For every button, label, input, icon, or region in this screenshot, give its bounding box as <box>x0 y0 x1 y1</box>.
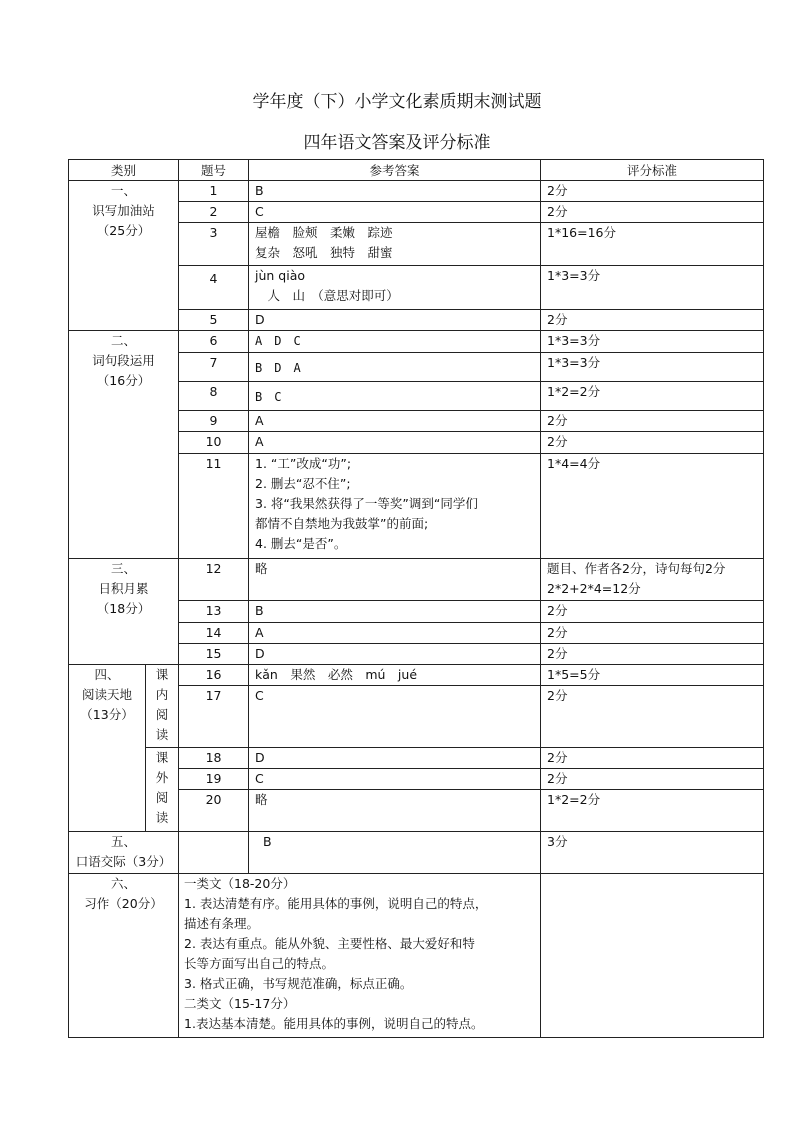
table-row <box>69 665 764 686</box>
answer-cell <box>249 382 541 411</box>
score-cell <box>541 331 764 353</box>
section-label-line: （18分） <box>96 601 151 616</box>
section-4-label <box>69 665 146 832</box>
answer-line: 人 山 （意思对即可） <box>255 288 399 303</box>
essay-criteria-cell <box>179 874 541 1038</box>
question-number: 6 <box>179 331 249 353</box>
subsection-char: 内 <box>155 687 169 702</box>
question-number: 5 <box>179 310 249 331</box>
score-cell <box>541 202 764 223</box>
section-label-line: 四、 <box>94 667 120 682</box>
section-1-label <box>69 181 179 331</box>
subsection-char: 阅 <box>155 790 169 805</box>
essay-line: 描述有条理。 <box>184 916 260 931</box>
question-number: 7 <box>179 353 249 382</box>
section-label-line: 习作（20分） <box>84 896 163 911</box>
question-number: 20 <box>179 790 249 832</box>
question-number: 3 <box>179 223 249 266</box>
subsection-char: 课 <box>155 750 169 765</box>
table-header-row <box>69 160 764 181</box>
score-line: 2分 <box>547 413 568 428</box>
score-line: 2分 <box>547 603 568 618</box>
answer-line: 4. 删去“是否”。 <box>255 536 347 551</box>
question-number: 4 <box>179 266 249 310</box>
col-header-number: 题号 <box>179 160 249 181</box>
table-row <box>69 748 764 769</box>
essay-line: 1.表达基本清楚。能用具体的事例，说明自己的特点。 <box>184 1016 484 1031</box>
answer-cell <box>249 559 541 601</box>
answer-cell <box>249 454 541 559</box>
answer-line: B D A <box>255 361 301 375</box>
answer-cell <box>249 411 541 432</box>
answer-cell <box>249 644 541 665</box>
answer-line: C <box>255 688 264 703</box>
score-line: 1*3=3分 <box>547 268 601 283</box>
essay-line: 一类文（18-20分） <box>184 876 296 891</box>
score-cell <box>541 454 764 559</box>
answer-line: 1. “工”改成“功”; <box>255 456 352 471</box>
score-line: 2分 <box>547 646 568 661</box>
table-row <box>69 181 764 202</box>
section-label-line: （13分） <box>80 707 134 722</box>
subsection-char: 外 <box>155 770 169 785</box>
score-cell <box>541 832 764 874</box>
subsection-in-class-reading <box>146 665 179 748</box>
score-cell <box>541 601 764 623</box>
score-line: 1*16=16分 <box>547 225 617 240</box>
answer-line: 3. 将“我果然获得了一等奖”调到“同学们 <box>255 496 478 511</box>
score-line: 2分 <box>547 688 568 703</box>
section-label-line: 口语交际（3分） <box>75 854 172 869</box>
essay-line: 1. 表达清楚有序。能用具体的事例，说明自己的特点， <box>184 896 488 911</box>
answer-cell <box>249 202 541 223</box>
score-cell <box>541 382 764 411</box>
answer-line: D <box>255 312 265 327</box>
question-number: 10 <box>179 432 249 454</box>
answer-cell <box>249 790 541 832</box>
question-number: 12 <box>179 559 249 601</box>
score-cell <box>541 266 764 310</box>
score-line: 3分 <box>547 834 568 849</box>
score-line: 1*4=4分 <box>547 456 601 471</box>
section-label-line: （16分） <box>96 373 151 388</box>
score-cell <box>541 644 764 665</box>
section-label-line: （25分） <box>96 223 151 238</box>
answer-line: jùn qiào <box>255 268 306 283</box>
question-number: 17 <box>179 686 249 748</box>
answer-cell <box>249 832 541 874</box>
score-line: 1*2=2分 <box>547 384 601 399</box>
score-cell <box>541 353 764 382</box>
col-header-score: 评分标准 <box>541 160 764 181</box>
subsection-extra-reading <box>146 748 179 832</box>
question-number: 8 <box>179 382 249 411</box>
score-cell <box>541 411 764 432</box>
answer-cell <box>249 623 541 644</box>
score-cell <box>541 769 764 790</box>
answer-line: B <box>255 603 264 618</box>
question-number: 14 <box>179 623 249 644</box>
section-label-line: 日积月累 <box>98 581 149 596</box>
score-cell-empty <box>541 874 764 1038</box>
section-5-label <box>69 832 179 874</box>
score-line: 2分 <box>547 771 568 786</box>
score-line: 1*3=3分 <box>547 333 601 348</box>
answer-cell <box>249 769 541 790</box>
section-label-line: 词句段运用 <box>92 353 155 368</box>
score-cell <box>541 665 764 686</box>
answer-line: 略 <box>255 561 268 576</box>
answer-line: D <box>255 646 265 661</box>
section-3-label <box>69 559 179 665</box>
score-cell <box>541 223 764 266</box>
question-number <box>179 832 249 874</box>
answer-cell <box>249 266 541 310</box>
score-line: 2分 <box>547 434 568 449</box>
answer-line: A D C <box>255 334 301 348</box>
table-row <box>69 559 764 601</box>
score-cell <box>541 790 764 832</box>
score-line: 1*5=5分 <box>547 667 601 682</box>
answer-cell <box>249 748 541 769</box>
score-line: 2分 <box>547 625 568 640</box>
score-cell <box>541 623 764 644</box>
score-cell <box>541 181 764 202</box>
question-number: 18 <box>179 748 249 769</box>
question-number: 2 <box>179 202 249 223</box>
table-row <box>69 832 764 874</box>
answer-line: kǎn 果然 必然 mú jué <box>255 667 418 682</box>
answer-line: C <box>255 771 264 786</box>
section-label-line: 一、 <box>111 183 137 198</box>
question-number: 15 <box>179 644 249 665</box>
answer-cell <box>249 601 541 623</box>
document-subtitle: 四年语文答案及评分标准 <box>303 133 491 153</box>
answer-line: D <box>255 750 265 765</box>
section-label-line: 二、 <box>111 333 137 348</box>
essay-line: 3. 格式正确，书写规范准确，标点正确。 <box>184 976 413 991</box>
answer-line: 2. 删去“忍不住”; <box>255 476 351 491</box>
question-number: 11 <box>179 454 249 559</box>
score-line: 2分 <box>547 183 568 198</box>
score-cell <box>541 310 764 331</box>
answer-line: B C <box>255 390 282 404</box>
essay-line: 2. 表达有重点。能从外貌、主要性格、最大爱好和特 <box>184 936 475 951</box>
answer-line: 复杂 怒吼 独特 甜蜜 <box>255 245 393 260</box>
answer-cell <box>249 432 541 454</box>
score-cell <box>541 559 764 601</box>
subsection-char: 阅 <box>155 707 169 722</box>
section-label-line: 阅读天地 <box>81 687 132 702</box>
score-cell <box>541 432 764 454</box>
answer-cell <box>249 310 541 331</box>
question-number: 1 <box>179 181 249 202</box>
answer-line: 屋檐 脸颊 柔嫩 踪迹 <box>255 225 393 240</box>
answer-line: A <box>255 434 264 449</box>
question-number: 16 <box>179 665 249 686</box>
subsection-char: 读 <box>155 810 169 825</box>
answer-cell <box>249 665 541 686</box>
col-header-category: 类别 <box>69 160 179 181</box>
score-cell <box>541 686 764 748</box>
question-number: 13 <box>179 601 249 623</box>
essay-line: 长等方面写出自己的特点。 <box>184 956 335 971</box>
answer-line: 略 <box>255 792 268 807</box>
score-line: 题目、作者各2分，诗句每句2分 <box>547 561 726 576</box>
answer-table <box>68 159 764 1038</box>
essay-line: 二类文（15-17分） <box>184 996 296 1011</box>
answer-line: B <box>255 183 264 198</box>
answer-cell <box>249 223 541 266</box>
section-label-line: 五、 <box>111 834 137 849</box>
section-6-label <box>69 874 179 1038</box>
question-number: 9 <box>179 411 249 432</box>
score-line: 1*2=2分 <box>547 792 601 807</box>
score-line: 2分 <box>547 750 568 765</box>
score-line: 2分 <box>547 204 568 219</box>
section-label-line: 识写加油站 <box>92 203 155 218</box>
answer-line: B <box>263 834 272 849</box>
col-header-answer: 参考答案 <box>249 160 541 181</box>
table-row <box>69 331 764 353</box>
score-line: 2分 <box>547 312 568 327</box>
answer-cell <box>249 353 541 382</box>
section-2-label <box>69 331 179 559</box>
section-label-line: 六、 <box>111 876 137 891</box>
answer-line: A <box>255 625 264 640</box>
score-cell <box>541 748 764 769</box>
answer-line: 都情不自禁地为我鼓掌”的前面; <box>255 516 429 531</box>
section-label-line: 三、 <box>111 561 137 576</box>
score-line: 2*2+2*4=12分 <box>547 581 641 596</box>
answer-line: A <box>255 413 264 428</box>
answer-line: C <box>255 204 264 219</box>
subsection-char: 读 <box>155 727 169 742</box>
table-row <box>69 874 764 1038</box>
document-title: 学年度（下）小学文化素质期末测试题 <box>252 92 542 112</box>
answer-cell <box>249 331 541 353</box>
subsection-char: 课 <box>155 667 169 682</box>
answer-cell <box>249 181 541 202</box>
answer-cell <box>249 686 541 748</box>
score-line: 1*3=3分 <box>547 355 601 370</box>
question-number: 19 <box>179 769 249 790</box>
